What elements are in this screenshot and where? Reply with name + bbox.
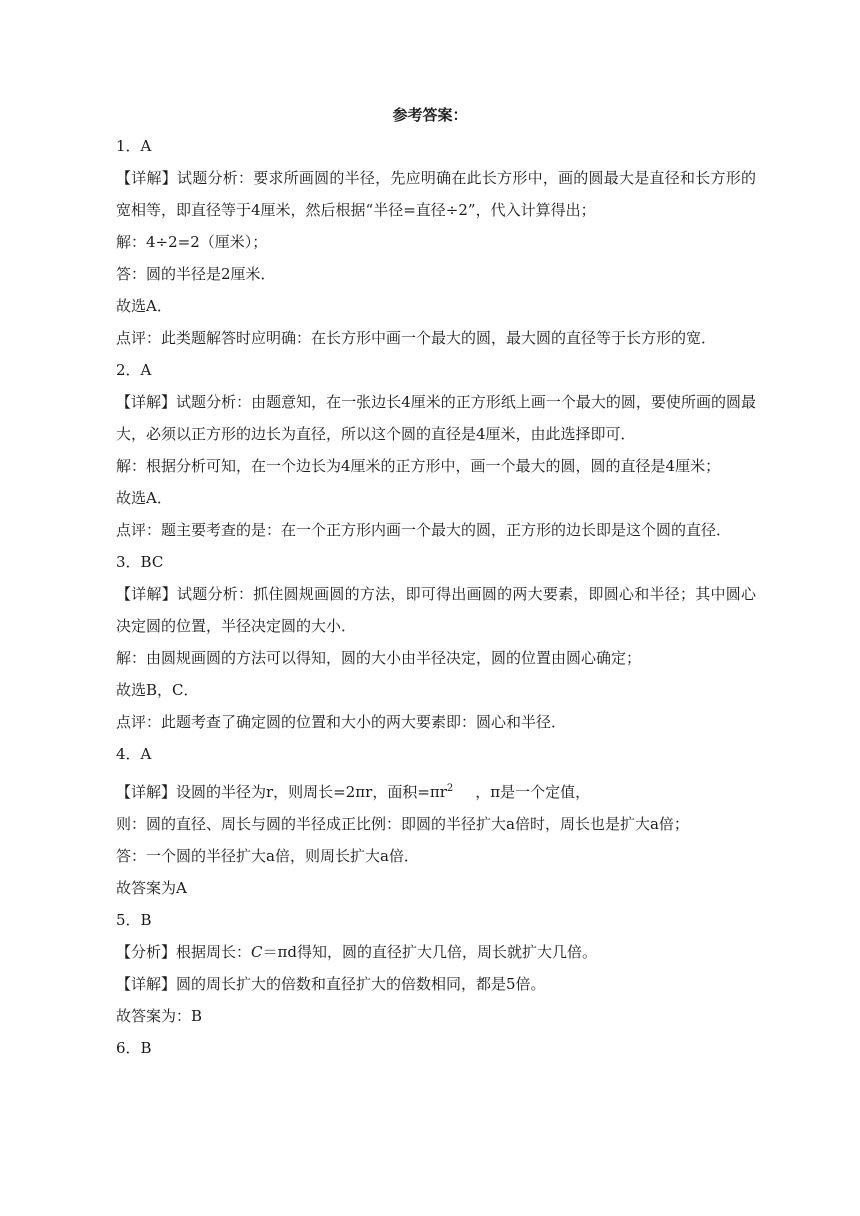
q5-analysis-text-a: 【分析】根据周长： [116, 943, 252, 961]
q4-explanation: 则：圆的直径、周长与圆的半径成正比例：即圆的半径扩大a倍时，周长也是扩大a倍； [116, 815, 689, 833]
q5-analysis-text-b: ＝πd得知，圆的直径扩大几倍，周长就扩大几倍。 [262, 943, 597, 961]
q4-detail-text-b: ，π是一个定值， [475, 783, 591, 801]
q2-answer: 2．A [116, 361, 152, 379]
q2-choice: 故选A． [116, 489, 172, 507]
q3-choice: 故选B，C． [116, 681, 199, 699]
page-title: 参考答案： [392, 106, 468, 124]
q1-answer: 1．A [116, 137, 152, 155]
answer-content [116, 130, 756, 1064]
q5-conclusion: 故答案为：B [116, 1007, 203, 1025]
q1-choice: 故选A． [116, 297, 172, 315]
q4-detail-text-a: 【详解】设圆的半径为r，则周长=2πr，面积=πr [116, 783, 447, 801]
q6-answer: 6．B [116, 1039, 152, 1057]
q3-detail: 【详解】试题分析：抓住圆规画圆的方法，即可得出画圆的两大要素，即圆心和半径；其中圆心决定圆的位置，半径决定圆的大小． [116, 585, 756, 635]
q3-comment: 点评：此题考查了确定圆的位置和大小的两大要素即：圆心和半径． [116, 713, 567, 731]
q2-detail: 【详解】试题分析：由题意知，在一张边长4厘米的正方形纸上画一个最大的圆，要使所画的圆最大，必须以正方形的边长为直径，所以这个圆的直径是4厘米，由此选择即可． [116, 393, 756, 443]
q2-solution: 解：根据分析可知，在一个边长为4厘米的正方形中，画一个最大的圆，圆的直径是4厘米； [116, 457, 721, 475]
q1-comment: 点评：此类题解答时应明确：在长方形中画一个最大的圆，最大圆的直径等于长方形的宽． [116, 329, 717, 347]
q2-comment: 点评：题主要考查的是：在一个正方形内画一个最大的圆，正方形的边长即是这个圆的直径． [116, 521, 732, 539]
q4-conclusion: 故答案为A [116, 879, 187, 897]
q4-reply: 答：一个圆的半径扩大a倍，则周长扩大a倍． [116, 847, 419, 865]
q5-answer: 5．B [116, 911, 152, 929]
q4-detail-superscript: 2 [446, 783, 454, 794]
q5-analysis [116, 936, 756, 968]
q1-detail: 【详解】试题分析：要求所画圆的半径，先应明确在此长方形中，画的圆最大是直径和长方形的宽相等，即直径等于4厘米，然后根据“半径=直径÷2”，代入计算得出； [116, 169, 756, 219]
q1-reply: 答：圆的半径是2厘米． [116, 265, 276, 283]
q1-solution: 解：4÷2=2（厘米）； [116, 233, 268, 251]
q4-answer: 4．A [116, 745, 152, 763]
q3-solution: 解：由圆规画圆的方法可以得知，圆的大小由半径决定，圆的位置由圆心确定； [116, 649, 642, 667]
q4-detail [116, 776, 756, 808]
q5-detail: 【详解】圆的周长扩大的倍数和直径扩大的倍数相同，都是5倍。 [116, 975, 546, 993]
q3-answer: 3．BC [116, 553, 164, 571]
q5-analysis-variable: C [251, 943, 263, 961]
